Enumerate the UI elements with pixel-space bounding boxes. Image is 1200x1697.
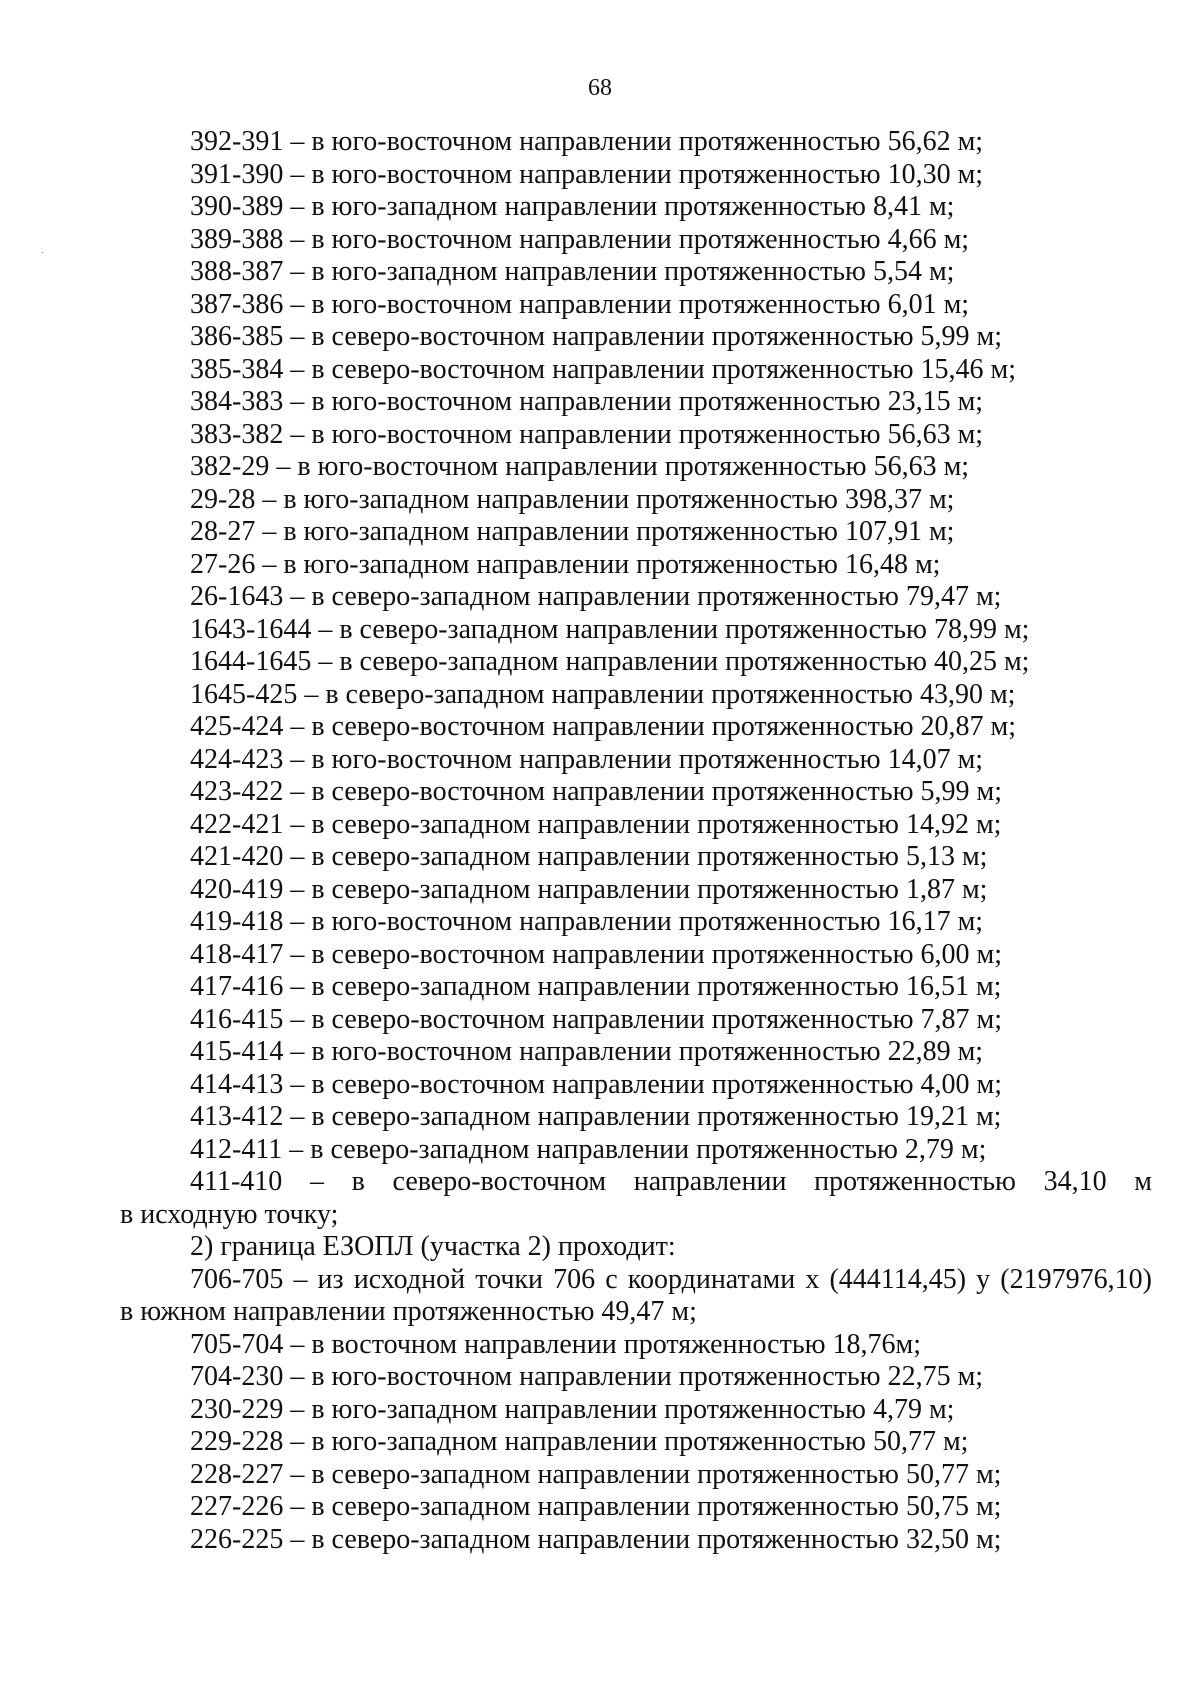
word: м <box>1134 1166 1152 1197</box>
boundary-segment-line: 413-412 – в северо-западном направлении протяженностью 19,21 м; <box>190 1101 1002 1132</box>
boundary-segment-line: 385-384 – в северо-восточном направлении протяженностью 15,46 м; <box>190 353 1017 385</box>
boundary-segment-line: 424-423 – в юго-восточном направлении протяженностью 14,07 м; <box>190 743 984 775</box>
word: 411-410 <box>190 1166 283 1197</box>
word: точки <box>475 1263 544 1295</box>
boundary-segment-line: 1645-425 – в северо-западном направлении протяженностью 43,90 м; <box>190 678 1016 710</box>
section-2-first-continuation: в южном направлении протяженностью 49,47 м; <box>120 1296 697 1327</box>
boundary-segment-line: 1644-1645 – в северо-западном направлении протяженностью 40,25 м; <box>190 646 1030 677</box>
word: 706-705 <box>190 1263 284 1295</box>
boundary-segment-line: 27-26 – в юго-западном направлении протяженностью 16,48 м; <box>190 548 941 580</box>
boundary-segment-line: 421-420 – в северо-западном направлении протяженностью 5,13 м; <box>190 841 988 872</box>
scan-speck <box>42 252 43 253</box>
boundary-segment-line: 387-386 – в юго-восточном направлении протяженностью 6,01 м; <box>190 288 970 320</box>
boundary-segment-line: 26-1643 – в северо-западном направлении протяженностью 79,47 м; <box>190 581 1002 612</box>
word: в <box>351 1166 365 1197</box>
boundary-segment-line: 29-28 – в юго-западном направлении протяженностью 398,37 м; <box>190 483 955 515</box>
word: – <box>309 1166 324 1197</box>
section-2-first-line <box>120 1264 1152 1297</box>
boundary-segment-line: 382-29 – в юго-восточном направлении протяженностью 56,63 м; <box>190 451 970 482</box>
boundary-segment-line: 1643-1644 – в северо-западном направлении протяженностью 78,99 м; <box>190 613 1030 645</box>
boundary-segment-line: 425-424 – в северо-восточном направлении протяженностью 20,87 м; <box>190 711 1017 742</box>
boundary-segment-line: 412-411 – в северо-западном направлении протяженностью 2,79 м; <box>190 1133 987 1165</box>
page-number: 68 <box>588 75 612 101</box>
boundary-segment-line: 226-225 – в северо-западном направлении протяженностью 32,50 м; <box>190 1523 1002 1555</box>
word: с <box>605 1263 618 1295</box>
boundary-segment-line: 230-229 – в юго-западном направлении протяженностью 4,79 м; <box>190 1393 955 1425</box>
last-segment-line <box>120 1166 1152 1199</box>
word: направлении <box>633 1166 787 1197</box>
document-body <box>120 126 1152 1556</box>
word: 34,10 <box>1043 1166 1107 1197</box>
word: протяженностью <box>814 1166 1016 1197</box>
word: – <box>293 1263 308 1295</box>
boundary-segment-line: 390-389 – в юго-западном направлении протяженностью 8,41 м; <box>190 191 955 222</box>
boundary-segment-line: 388-387 – в юго-западном направлении протяженностью 5,54 м; <box>190 256 955 287</box>
boundary-segment-line: 229-228 – в юго-западном направлении протяженностью 50,77 м; <box>190 1426 969 1457</box>
word: (2197976,10) <box>1000 1263 1152 1295</box>
word: координатами <box>627 1263 796 1295</box>
boundary-segment-line: 389-388 – в юго-восточном направлении протяженностью 4,66 м; <box>190 223 970 255</box>
section-2-heading: 2) граница ЕЗОПЛ (участка 2) проходит: <box>190 1231 676 1262</box>
boundary-segment-line: 418-417 – в северо-восточном направлении протяженностью 6,00 м; <box>190 938 1003 970</box>
boundary-segment-line: 228-227 – в северо-западном направлении протяженностью 50,77 м; <box>190 1458 1002 1490</box>
boundary-segment-line: 419-418 – в юго-восточном направлении протяженностью 16,17 м; <box>190 906 984 937</box>
word: (444114,45) <box>829 1263 967 1295</box>
section-1-segments <box>120 126 1152 1166</box>
boundary-segment-line: 28-27 – в юго-западном направлении протяженностью 107,91 м; <box>190 516 955 547</box>
word: из <box>317 1263 344 1295</box>
boundary-segment-line: 414-413 – в северо-восточном направлении протяженностью 4,00 м; <box>190 1068 1003 1100</box>
boundary-segment-line: 416-415 – в северо-восточном направлении протяженностью 7,87 м; <box>190 1003 1003 1035</box>
boundary-segment-line: 422-421 – в северо-западном направлении протяженностью 14,92 м; <box>190 808 1002 840</box>
word: у <box>976 1263 991 1295</box>
boundary-segment-line: 704-230 – в юго-восточном направлении протяженностью 22,75 м; <box>190 1361 984 1392</box>
boundary-segment-line: 705-704 – в восточном направлении протяженностью 18,76м; <box>190 1328 922 1360</box>
section-2-segments <box>120 1329 1152 1557</box>
boundary-segment-line: 383-382 – в юго-восточном направлении протяженностью 56,63 м; <box>190 418 984 450</box>
boundary-segment-line: 386-385 – в северо-восточном направлении протяженностью 5,99 м; <box>190 321 1003 352</box>
boundary-segment-line: 423-422 – в северо-восточном направлении протяженностью 5,99 м; <box>190 776 1003 807</box>
boundary-segment-line: 420-419 – в северо-западном направлении протяженностью 1,87 м; <box>190 873 988 905</box>
word: северо-восточном <box>392 1166 607 1197</box>
word: 706 <box>553 1263 596 1295</box>
boundary-segment-line: 392-391 – в юго-восточном направлении протяженностью 56,62 м; <box>190 126 984 157</box>
word: х <box>805 1263 820 1295</box>
boundary-segment-line: 417-416 – в северо-западном направлении протяженностью 16,51 м; <box>190 971 1002 1002</box>
word: исходной <box>353 1263 466 1295</box>
last-segment-continuation: в исходную точку; <box>120 1198 339 1230</box>
boundary-segment-line: 227-226 – в северо-западном направлении протяженностью 50,75 м; <box>190 1491 1002 1522</box>
boundary-segment-line: 384-383 – в юго-восточном направлении протяженностью 23,15 м; <box>190 386 984 417</box>
boundary-segment-line: 391-390 – в юго-восточном направлении протяженностью 10,30 м; <box>190 158 984 190</box>
boundary-segment-line: 415-414 – в юго-восточном направлении протяженностью 22,89 м; <box>190 1036 984 1067</box>
